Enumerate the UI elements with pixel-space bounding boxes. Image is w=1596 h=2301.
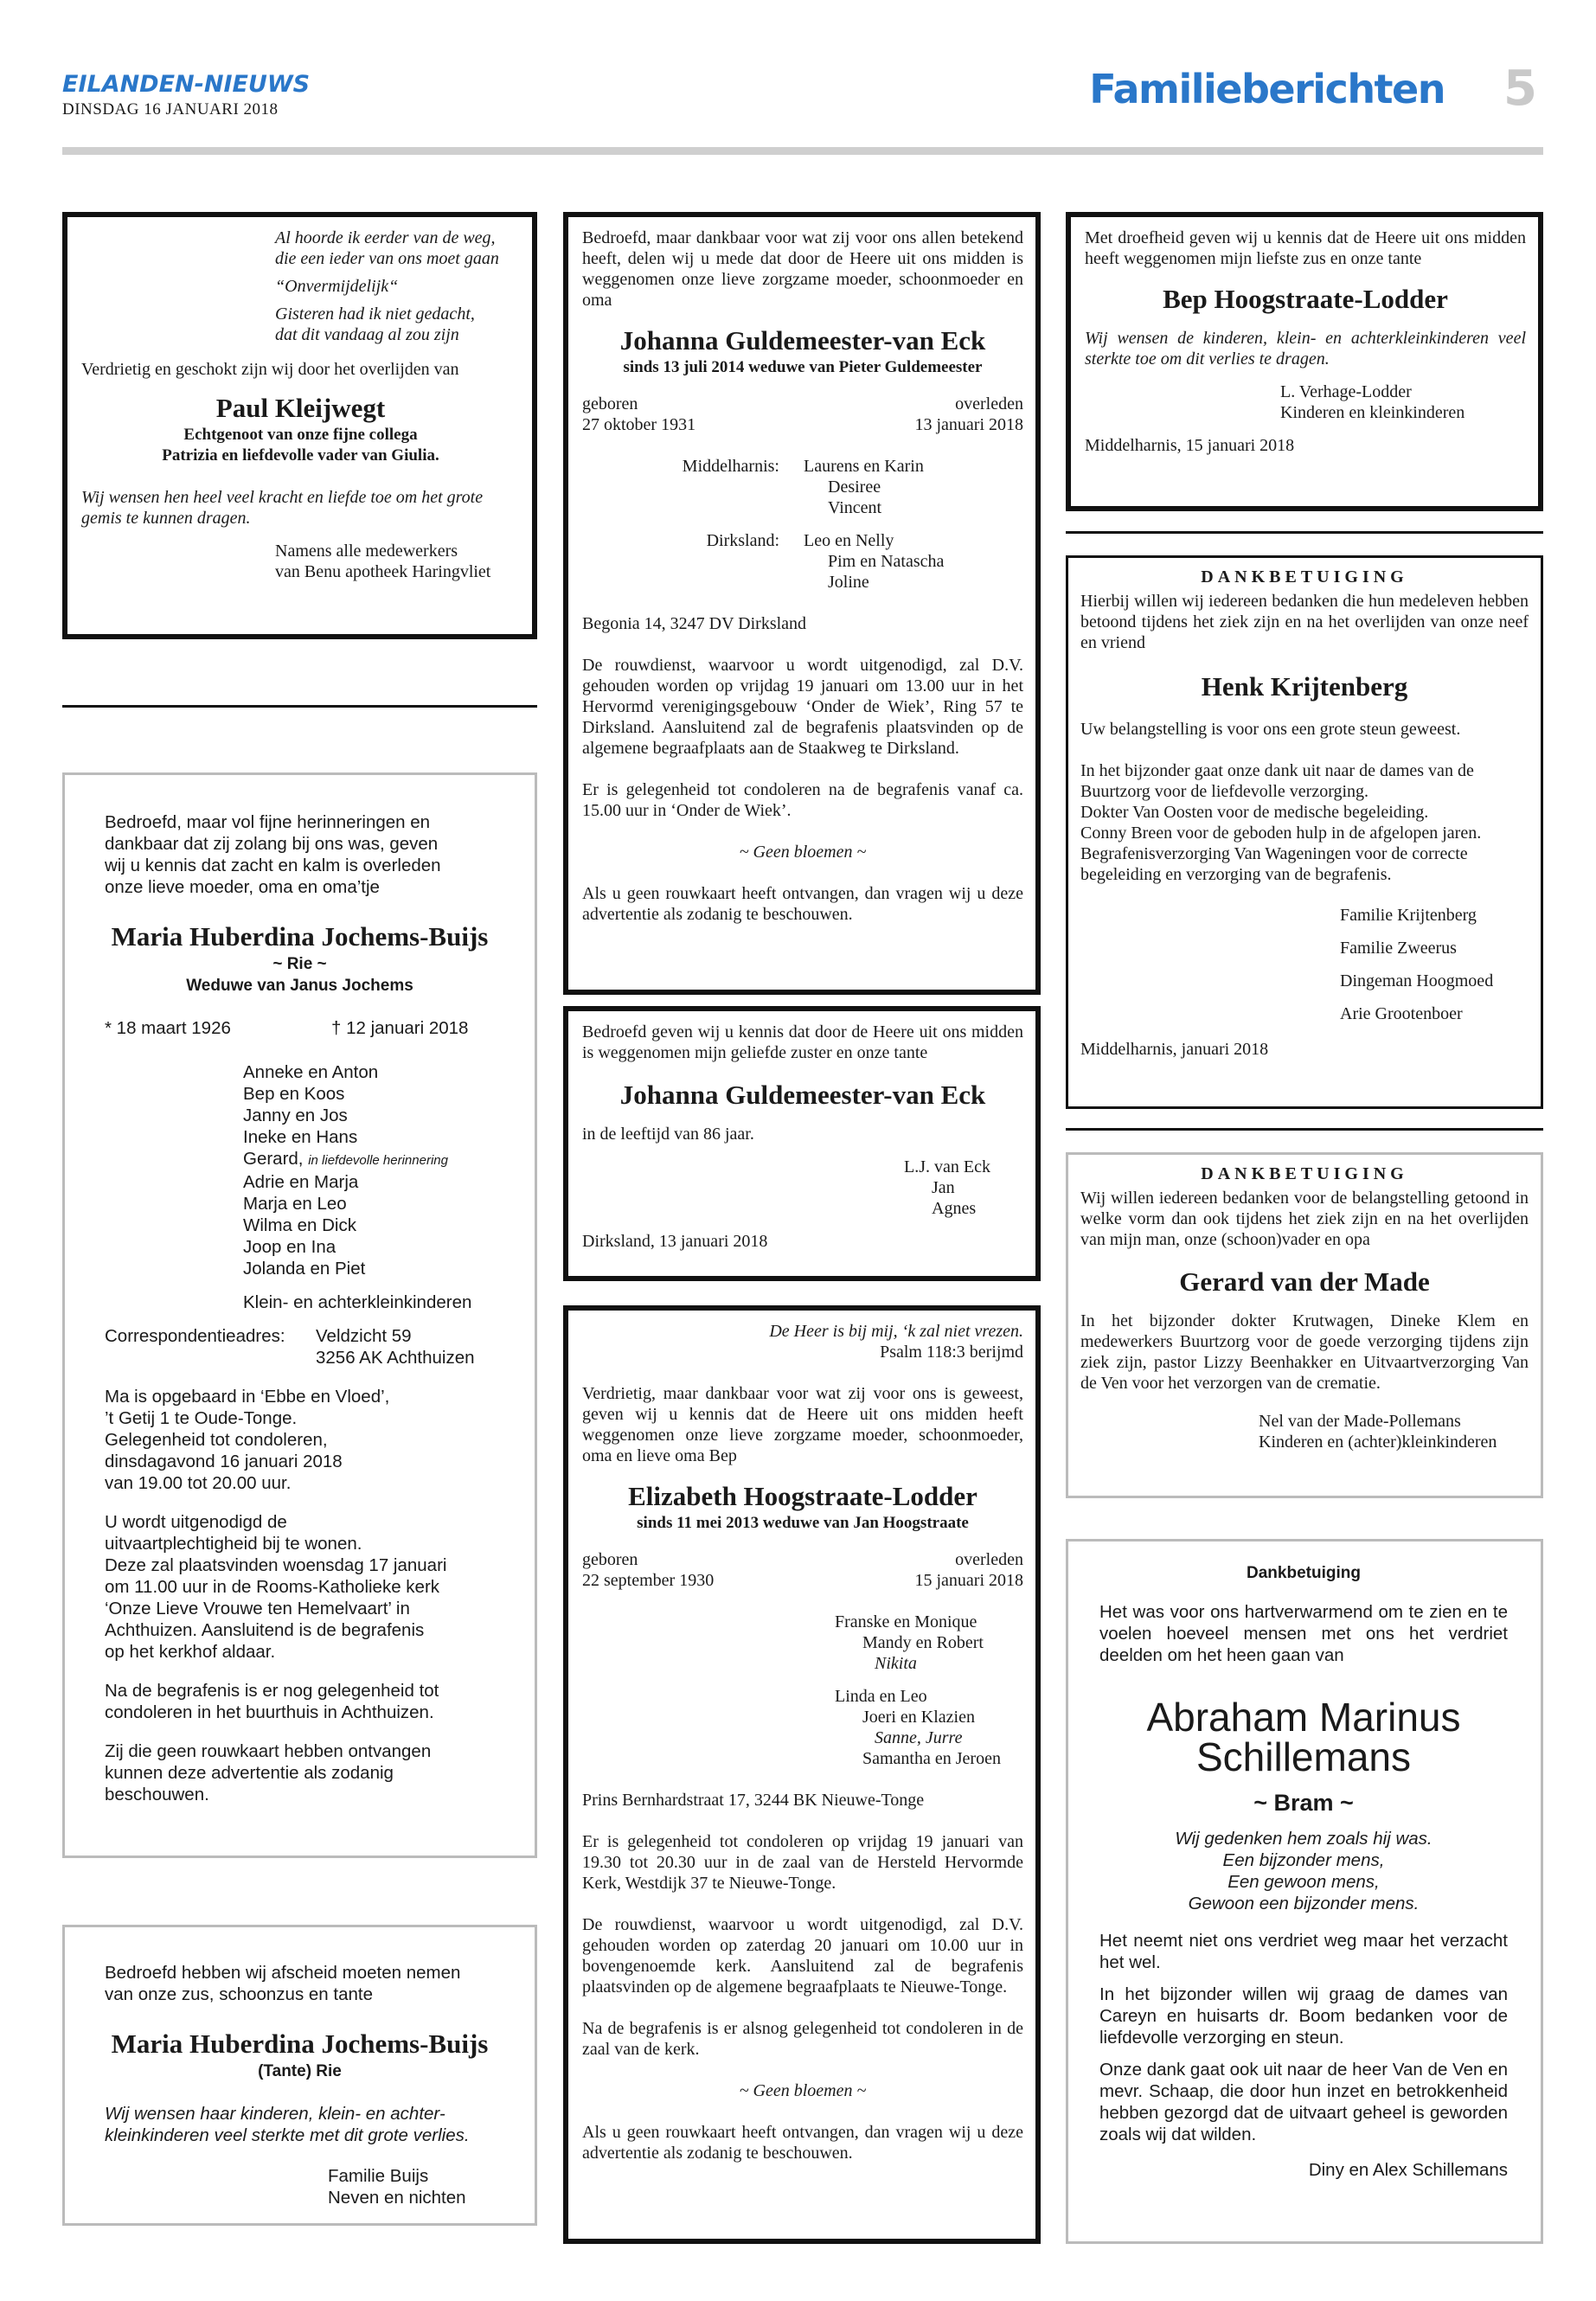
section-title: Familieberichten [1089,66,1445,112]
notice-intro: Bedroefd hebben wij afscheid moeten nemen [105,1963,461,1983]
notice-guldemeester-family [563,212,1041,995]
notice-text: uitvaartplechtigheid bij te wonen. [105,1534,362,1554]
deceased-name: Johanna Guldemeester-van Eck [619,1080,986,1110]
family-member: Jolanda en Piet [243,1259,366,1279]
masthead-logo: EILANDEN-NIEUWS [62,71,311,98]
notice-signature: Kinderen en kleinkinderen [1280,403,1465,422]
notice-signature: Jan [932,1178,955,1197]
psalm-reference: Psalm 118:3 berijmd [880,1343,1023,1362]
birth-label: geboren [582,1550,638,1569]
notice-intro: Hierbij willen wij iedereen bedanken die hun medeleven hebben betoond tijdens het ziek zijn en na het overlijden van onze neef en vriend [1080,592,1529,652]
notice-heading: DANKBETUIGING [1201,567,1408,586]
notice-text: ‘Onze Lieve Vrouwe ten Hemelvaart’ in [105,1599,410,1618]
poem-line: dat dit vandaag al zou zijn [275,325,459,344]
memorial-note: in liefdevolle herinnering [308,1153,448,1168]
deceased-name: Maria Huberdina Jochems-Buijs [111,921,489,952]
notice-text: De rouwdienst, waarvoor u wordt uitgenodigd, zal D.V. gehouden worden op zaterdag 20 januari om 10.00 uur in bovengenoemde kerk. Aansluitend zal de begrafenis plaatsvinden op de algemene begraafplaats te Nieuwe-Tonge. [582,1915,1023,1997]
family-member: Ineke en Hans [243,1127,358,1147]
notice-kleijwegt [62,212,537,639]
notice-intro: Het was voor ons hartverwarmend om te zien en te voelen hoeveel mensen met ons het verdriet deelden om het heen gaan van [1099,1602,1508,1665]
family-member: Nikita [875,1654,917,1673]
death-date: † 12 januari 2018 [331,1018,469,1038]
notice-text: Er is gelegenheid tot condoleren na de begrafenis vanaf ca. 15.00 uur in ‘Onder de Wiek’. [582,780,1023,820]
correspondence-address: Veldzicht 59 [316,1326,412,1346]
notice-signature: L. Verhage-Lodder [1280,382,1412,401]
family-member: Laurens en Karin [804,457,924,476]
notice-text: dinsdagavond 16 januari 2018 [105,1452,343,1471]
notice-tante-rie [62,1925,537,2226]
notice-hoogstraate [563,1305,1041,2244]
poem-line: Gewoon een bijzonder mens. [1188,1894,1420,1913]
deceased-name: Henk Krijtenberg [1201,671,1408,702]
family-address: Begonia 14, 3247 DV Dirksland [582,614,807,633]
notice-signature: Neven en nichten [328,2188,466,2208]
family-member: Franske en Monique [835,1612,977,1631]
notice-place-date: Dirksland, 13 januari 2018 [582,1232,768,1251]
family-member: Desiree [828,478,881,497]
family-member: Anneke en Anton [243,1062,379,1082]
column-divider [1066,531,1543,534]
family-member: Vincent [828,498,882,517]
deceased-name: Abraham Marinus [1146,1695,1461,1740]
family-place: Middelharnis: [682,457,779,476]
notice-text: kunnen deze advertentie als zodanig [105,1763,394,1783]
notice-wish: kleinkinderen veel sterkte met dit grote verlies. [105,2125,470,2145]
notice-wish: Wij wensen hen heel veel kracht en liefde toe om het grote gemis te kunnen dragen. [81,488,484,528]
notice-text: Uw belangstelling is voor ons een grote steun geweest. [1080,720,1461,739]
family-member: Joeri en Klazien [862,1708,975,1727]
notice-text: Buurtzorg voor de liefdevolle verzorging. [1080,782,1369,801]
notice-text: Deze zal plaatsvinden woensdag 17 januari [105,1555,447,1575]
family-member: Adrie en Marja [243,1172,359,1192]
notice-signature: Familie Krijtenberg [1340,906,1477,925]
notice-text: Dokter Van Oosten voor de medische begeleiding. [1080,803,1429,822]
notice-place-date: Middelharnis, januari 2018 [1080,1040,1269,1059]
birth-date: * 18 maart 1926 [105,1018,231,1038]
deceased-name: Paul Kleijwegt [215,393,386,423]
family-member: Wilma en Dick [243,1215,356,1235]
birth-date: 22 september 1930 [582,1571,715,1590]
deceased-subtitle: Patrizia en liefdevolle vader van Giulia. [162,446,439,465]
notice-signature: Namens alle medewerkers [275,542,458,561]
poem-line: “Onvermijdelijk“ [275,277,399,296]
family-member: Leo en Nelly [804,531,894,550]
notice-wish: Wij wensen de kinderen, klein- en achterkleinkinderen veel sterkte toe om dit verlies te dragen. [1085,329,1526,369]
header-rule [62,147,1543,155]
notice-text: Conny Breen voor de geboden hulp in de afgelopen jaren. [1080,824,1482,843]
column-divider [62,705,537,708]
deceased-name: Elizabeth Hoogstraate-Lodder [628,1481,977,1511]
deceased-subtitle: Weduwe van Janus Jochems [186,977,413,995]
notice-text: Als u geen rouwkaart heeft ontvangen, dan vragen wij u deze advertentie als zodanig te beschouwen. [582,884,1023,924]
family-place: Dirksland: [706,531,779,550]
family-address: Prins Bernhardstraat 17, 3244 BK Nieuwe-Tonge [582,1791,925,1810]
notice-krijtenberg [1066,555,1543,1109]
notice-intro: Verdrietig en geschokt zijn wij door het overlijden van [81,360,459,379]
correspondence-label: Correspondentieadres: [105,1326,285,1346]
deceased-nickname: ~ Bram ~ [1253,1790,1354,1816]
deceased-subtitle: sinds 13 juli 2014 weduwe van Pieter Guldemeester [623,358,983,376]
poem-line: Gisteren had ik niet gedacht, [275,304,475,324]
poem-line: Een gewoon mens, [1227,1872,1380,1892]
notice-text: U wordt uitgenodigd de [105,1512,287,1532]
notice-van-der-made [1066,1152,1543,1498]
family-member: Samantha en Jeroen [862,1749,1001,1768]
family-member: Joline [828,573,869,592]
birth-label: geboren [582,394,638,413]
notice-text: Onze dank gaat ook uit naar de heer Van de Ven en mevr. Schaap, die door hun inzet en betrokkenheid hebben gezorgd dat de uitvaart geheel is geworden zoals wij dat wilden. [1099,2060,1508,2144]
notice-text: Als u geen rouwkaart heeft ontvangen, dan vragen wij u deze advertentie als zodanig te beschouwen. [582,2123,1023,2163]
notice-intro: Bedroefd, maar vol fijne herinneringen en [105,812,431,832]
notice-text: beschouwen. [105,1785,209,1804]
poem-line: Al hoorde ik eerder van de weg, [275,228,496,247]
deceased-name: Gerard van der Made [1179,1266,1430,1297]
deceased-subtitle: Echtgenoot van onze fijne collega [183,426,418,444]
notice-intro: Met droefheid geven wij u kennis dat de Heere uit ons midden heeft weggenomen mijn liefste zus en onze tante [1085,228,1526,268]
no-flowers: ~ Geen bloemen ~ [739,843,867,862]
notice-intro: Wij willen iedereen bedanken voor de belangstelling getoond in welke vorm dan ook tijdens het ziek zijn en na het overlijden van mijn man, onze (schoon)vader en opa [1080,1189,1529,1249]
bible-verse: De Heer is bij mij, ‘k zal niet vrezen. [769,1322,1023,1341]
correspondence-address: 3256 AK Achthuizen [316,1348,475,1368]
notice-signature: Diny en Alex Schillemans [1308,2160,1508,2180]
notice-text: Gelegenheid tot condoleren, [105,1430,328,1450]
death-date: 15 januari 2018 [914,1571,1023,1590]
deceased-nickname: ~ Rie ~ [272,955,327,973]
family-member: Joop en Ina [243,1237,337,1257]
notice-text: Begrafenisverzorging Van Wageningen voor de correcte [1080,844,1468,863]
notice-text: Na de begrafenis is er alsnog gelegenheid tot condoleren in de zaal van de kerk. [582,2019,1023,2059]
poem-line: die een ieder van ons moet gaan [275,249,499,268]
notice-text: Achthuizen. Aansluitend is de begrafenis [105,1620,425,1640]
family-member: Mandy en Robert [862,1633,984,1652]
notice-text: van 19.00 tot 20.00 uur. [105,1473,292,1493]
notice-signature: Arie Grootenboer [1340,1004,1463,1023]
notice-text: De rouwdienst, waarvoor u wordt uitgenodigd, zal D.V. gehouden worden op vrijdag 19 januari om 13.00 uur in het Hervormd verenigingsgebouw ‘Onder de Wiek’, Ring 57 te Dirksland. Aansluitend zal de begrafenis plaatsvinden op de algemene begraafplaats aan de Staakweg te Dirksland. [582,656,1023,758]
family-member: Marja en Leo [243,1194,347,1214]
deceased-nickname: (Tante) Rie [258,2062,342,2080]
notice-signature: van Benu apotheek Haringvliet [275,562,491,581]
notice-signature: Dingeman Hoogmoed [1340,971,1494,990]
notice-bep-hoogstraate [1066,212,1543,511]
deceased-name: Maria Huberdina Jochems-Buijs [111,2029,489,2059]
notice-signature: Nel van der Made-Pollemans [1259,1412,1461,1431]
deceased-name: Schillemans [1196,1734,1411,1779]
notice-signature: Familie Zweerus [1340,939,1457,958]
notice-signature: Agnes [932,1199,977,1218]
birth-date: 27 oktober 1931 [582,415,696,434]
notice-intro: dankbaar dat zij zolang bij ons was, geven [105,834,439,854]
family-member: Sanne, Jurre [875,1728,963,1747]
notice-text: Zij die geen rouwkaart hebben ontvangen [105,1741,432,1761]
notice-jochems [62,772,537,1858]
deceased-name: Johanna Guldemeester-van Eck [619,325,986,356]
deceased-age: in de leeftijd van 86 jaar. [582,1125,754,1144]
notice-intro: Bedroefd geven wij u kennis dat door de Heere uit ons midden is weggenomen mijn geliefde zuster en onze tante [582,1022,1023,1062]
notice-text: Ma is opgebaard in ‘Ebbe en Vloed’, [105,1387,390,1407]
notice-intro: wij u kennis dat zacht en kalm is overleden [105,856,441,875]
notice-intro: onze lieve moeder, oma en oma’tje [105,877,380,897]
poem-line: Wij gedenken hem zoals hij was. [1175,1829,1433,1849]
notice-text: ’t Getij 1 te Oude-Tonge. [105,1408,298,1428]
notice-intro: Bedroefd, maar dankbaar voor wat zij voor ons allen betekend heeft, delen wij u mede dat door de Heere uit ons midden is weggenomen onze lieve zorgzame moeder, schoonmoeder en oma [582,228,1023,310]
family-member: Klein- en achterkleinkinderen [243,1292,472,1312]
page-number: 5 [1503,61,1537,117]
deceased-subtitle: sinds 11 mei 2013 weduwe van Jan Hoogstraate [637,1514,969,1532]
family-member: Pim en Natascha [828,552,945,571]
family-member: Bep en Koos [243,1084,345,1104]
notice-heading: DANKBETUIGING [1201,1164,1408,1183]
notice-text: Het neemt niet ons verdriet weg maar het verzacht het wel. [1099,1931,1508,1972]
notice-signature: Kinderen en (achter)kleinkinderen [1259,1433,1497,1452]
notice-text: Na de begrafenis is er nog gelegenheid tot [105,1681,439,1701]
notice-text: In het bijzonder gaat onze dank uit naar de dames van de [1080,761,1474,780]
notice-text: op het kerkhof aldaar. [105,1642,276,1662]
deceased-name: Bep Hoogstraate-Lodder [1163,284,1448,314]
notice-signature: Familie Buijs [328,2166,429,2186]
notice-wish: Wij wensen haar kinderen, klein- en achter- [105,2104,445,2124]
death-label: overleden [955,1550,1023,1569]
no-flowers: ~ Geen bloemen ~ [739,2081,867,2100]
notice-intro: Verdrietig, maar dankbaar voor wat zij voor ons is geweest, geven wij u kennis dat de Heere uit ons midden heeft weggenomen onze lieve zorgzame moeder, schoonmoeder, oma en lieve oma Bep [582,1384,1023,1465]
notice-text: In het bijzonder dokter Krutwagen, Dineke Klem en medewerkers Buurtzorg voor de goede verzorging tijdens zijn ziek zijn, pastor Lizzy Beenhakker en Uitvaartverzorging Van de Ven voor het verzorgen van de crematie. [1080,1311,1529,1393]
notice-signature: L.J. van Eck [904,1157,990,1176]
notice-text: In het bijzonder willen wij graag de dames van Careyn en huisarts dr. Boom bedanken voor de liefdevolle verzorging en steun. [1099,1984,1508,2048]
notice-intro: van onze zus, schoonzus en tante [105,1984,373,2004]
death-date: 13 januari 2018 [914,415,1023,434]
issue-date: DINSDAG 16 JANUARI 2018 [62,100,279,119]
poem-line: Een bijzonder mens, [1222,1850,1385,1870]
family-member: Gerard, [243,1149,304,1169]
column-divider [1066,1128,1543,1131]
family-member: Linda en Leo [835,1687,927,1706]
notice-text: begeleiding en verzorging van de begrafenis. [1080,865,1392,884]
notice-text: condoleren in het buurthuis in Achthuizen. [105,1702,434,1722]
notice-guldemeester-sister [563,1006,1041,1281]
notice-schillemans [1066,1539,1543,2244]
notice-text: om 11.00 uur in de Rooms-Katholieke kerk [105,1577,440,1597]
notice-text: Er is gelegenheid tot condoleren op vrijdag 19 januari van 19.30 tot 20.30 uur in de zaal van de Hersteld Hervormde Kerk, Westdijk 37 te Nieuwe-Tonge. [582,1832,1023,1893]
family-member: Janny en Jos [243,1106,348,1125]
notice-place-date: Middelharnis, 15 januari 2018 [1085,436,1295,455]
death-label: overleden [955,394,1023,413]
notice-heading: Dankbetuiging [1247,1564,1361,1582]
